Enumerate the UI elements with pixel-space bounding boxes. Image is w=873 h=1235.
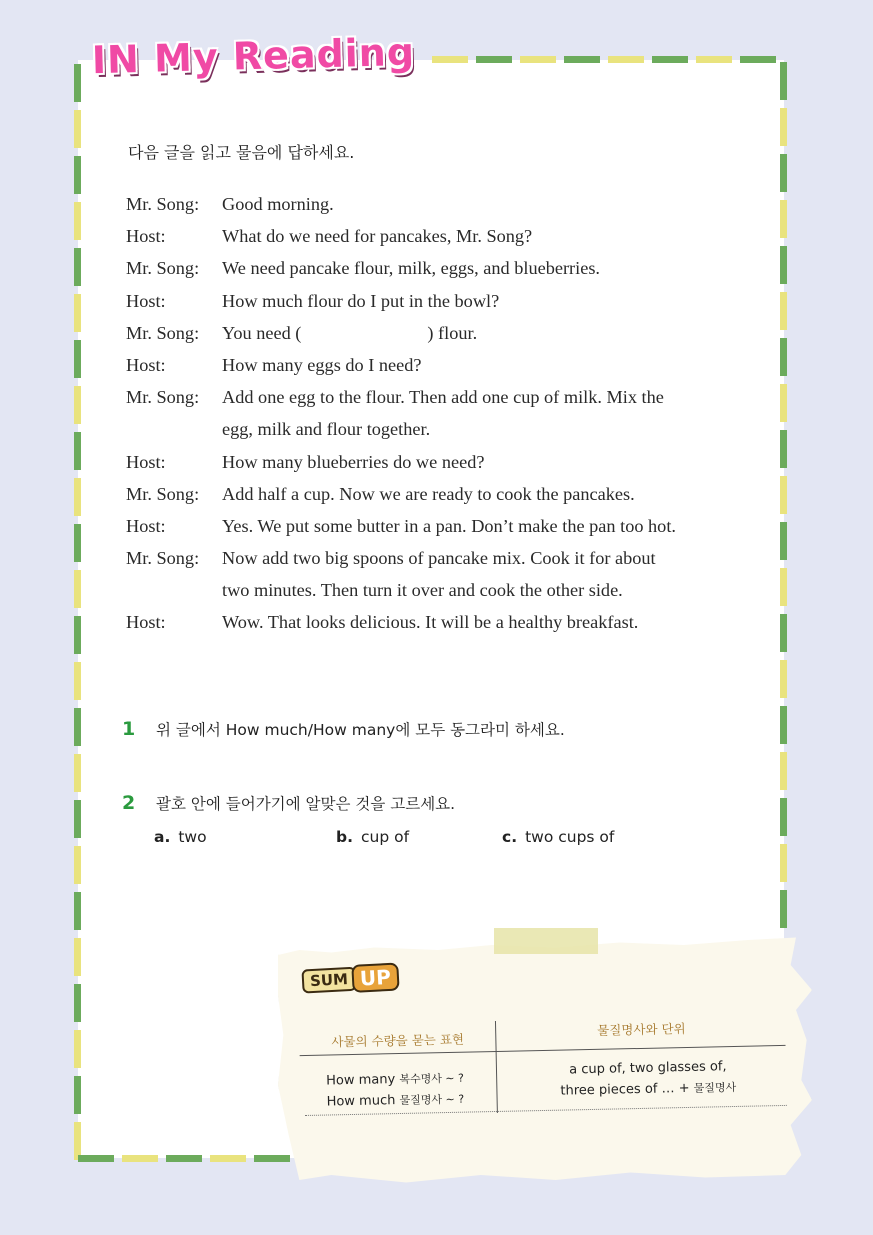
- line-text: What do we need for pancakes, Mr. Song?: [222, 226, 533, 247]
- sumup-header-right: 물질명사와 단위: [597, 1021, 686, 1038]
- question-number: 1: [122, 718, 136, 740]
- line-text: Good morning.: [222, 194, 334, 214]
- question-text: 괄호 안에 들어가기에 알맞은 것을 고르세요.: [156, 795, 456, 813]
- dialogue-line: [126, 606, 766, 638]
- how-many-note: 복수명사 ~ ?: [399, 1071, 465, 1087]
- dashed-border-left: [74, 64, 81, 1162]
- speaker: Host:: [126, 515, 166, 536]
- speaker: Mr. Song:: [126, 322, 200, 343]
- speaker: Host:: [126, 290, 166, 311]
- dialogue-line: [126, 478, 766, 510]
- page-title: IN My Reading: [91, 29, 416, 83]
- how-many-text: How many: [326, 1072, 396, 1089]
- sumup-badge: [295, 961, 405, 997]
- line-text: Add one egg to the flour. Then add one cup of milk. Mix the: [222, 387, 664, 408]
- option-text: two: [178, 828, 207, 846]
- unit-examples-2: three pieces of … +: [560, 1080, 690, 1099]
- question-2: [122, 792, 455, 814]
- dialogue-line: [126, 446, 766, 478]
- line-text: [222, 317, 766, 349]
- speaker: [126, 413, 222, 445]
- line-text: How much flour do I put in the bowl?: [222, 290, 500, 311]
- dialogue-line: [126, 574, 766, 606]
- dialogue: [126, 188, 766, 639]
- option-text: cup of: [360, 828, 410, 846]
- speaker: Mr. Song:: [126, 483, 200, 504]
- speaker: Host:: [126, 451, 166, 472]
- line-text: Now add two big spoons of pancake mix. Cook it for about: [222, 548, 656, 569]
- mass-noun-note: 물질명사: [693, 1080, 737, 1095]
- speaker: [126, 574, 222, 606]
- how-much-text: How much: [326, 1093, 396, 1110]
- dashed-border-top: [432, 56, 784, 63]
- table-column-divider: [495, 1021, 498, 1113]
- speaker: Mr. Song:: [126, 194, 200, 214]
- option-letter: b.: [336, 828, 353, 846]
- speaker: Mr. Song:: [126, 387, 200, 408]
- how-much-note: 물질명사 ~ ?: [399, 1092, 465, 1108]
- sumup-badge-sum: SUM: [301, 967, 356, 994]
- sumup-right-cell: [560, 1056, 737, 1102]
- unit-examples: a cup of, two glasses of,: [569, 1059, 727, 1078]
- line-text: Add half a cup. Now we are ready to cook the pancakes.: [222, 483, 635, 504]
- line-text: We need pancake flour, milk, eggs, and blueberries.: [222, 258, 601, 279]
- dialogue-line: [126, 317, 766, 349]
- line-text: Yes. We put some butter in a pan. Don’t make the pan too hot.: [222, 515, 676, 536]
- dialogue-line: [126, 413, 766, 445]
- tape: [494, 928, 598, 954]
- answer-options: [154, 828, 714, 850]
- dialogue-line: [126, 542, 766, 574]
- option-a[interactable]: [154, 828, 207, 846]
- dialogue-line: [126, 381, 766, 413]
- question-number: 2: [122, 792, 136, 814]
- dialogue-line: [126, 349, 766, 381]
- speaker: Host:: [126, 354, 166, 375]
- dialogue-line: [126, 510, 766, 542]
- sumup-header-left: 사물의 수량을 묻는 표현: [331, 1031, 465, 1050]
- question-text: 위 글에서 How much/How many에 모두 동그라미 하세요.: [156, 721, 565, 739]
- line-text: How many blueberries do we need?: [222, 451, 485, 472]
- dashed-border-bottom: [78, 1155, 290, 1162]
- option-b[interactable]: [336, 828, 409, 846]
- option-c[interactable]: [502, 828, 614, 846]
- line-text: two minutes. Then turn it over and cook the other side.: [222, 580, 623, 601]
- line-text: egg, milk and flour together.: [222, 419, 431, 440]
- sumup-left-cell: [326, 1068, 465, 1113]
- blank-prefix: You need (: [222, 322, 302, 343]
- line-text: Wow. That looks delicious. It will be a healthy breakfast.: [222, 612, 639, 633]
- instruction: 다음 글을 읽고 물음에 답하세요.: [128, 143, 355, 162]
- option-text: two cups of: [525, 828, 615, 846]
- dialogue-line: [126, 220, 766, 252]
- dialogue-line: [126, 188, 766, 220]
- speaker: Host:: [126, 612, 166, 633]
- option-letter: c.: [502, 828, 518, 846]
- speaker: Host:: [126, 226, 166, 247]
- sumup-table: [299, 1015, 787, 1125]
- blank-suffix: ) flour.: [427, 322, 478, 343]
- dialogue-line: [126, 252, 766, 284]
- speaker: Mr. Song:: [126, 258, 200, 279]
- question-1: [122, 718, 565, 740]
- option-letter: a.: [154, 828, 171, 846]
- dialogue-line: [126, 285, 766, 317]
- line-text: How many eggs do I need?: [222, 354, 422, 375]
- speaker: Mr. Song:: [126, 548, 200, 569]
- sumup-badge-up: UP: [351, 962, 399, 992]
- dashed-border-right: [780, 62, 787, 932]
